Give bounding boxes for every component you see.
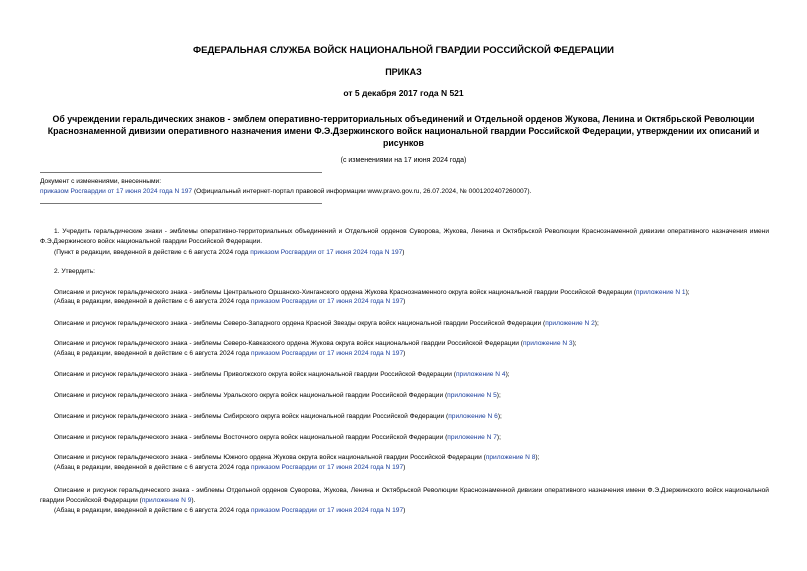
doc-title: Об учреждении геральдических знаков - эмблем оперативно-территориальных объединений и Отдельной орденов Жукова, Ленина и Октябрьской Революции Краснознаменной дивизии оперативного назначения имени Ф.Э.Дзержинского войск национальной гвардии Российской Федерации, утверждении их описаний и рисунков	[47, 114, 760, 148]
changes-link[interactable]: приказом Росгвардии от 17 июня 2024 года N 197	[40, 188, 193, 195]
item-1	[40, 227, 769, 247]
entry-8-amendment: (Абзац в редакции, введенной в действие с 6 августа 2024 года приказом Росгвардии от 17 июня 2024 года N 197)	[54, 464, 406, 471]
appendix-link-8[interactable]: приложение N 8	[485, 454, 536, 461]
amend-link[interactable]: приказом Росгвардии от 17 июня 2024 года N 197	[250, 249, 403, 256]
entry-3: Описание и рисунок геральдического знака - эмблемы Северо-Кавказского ордена Жукова округа войск национальной гвардии Российской Федерации (приложение N 3);	[54, 340, 577, 347]
item-1-text: 1. Учредить геральдические знаки - эмблемы оперативно-территориальных объединений и Отдельной орденов Суворова, Жукова, Ленина и Октябрьской Революции Краснознаменной дивизии оперативного назначения имени Ф.Э.Дзержинского войск национальной гвардии Российской Федерации.	[40, 228, 769, 245]
item-2: 2. Утвердить:	[54, 268, 95, 275]
appendix-link-5[interactable]: приложение N 5	[447, 392, 497, 399]
appendix-link-9[interactable]: приложение N 9	[141, 497, 192, 504]
entry-7: Описание и рисунок геральдического знака - эмблемы Восточного округа войск национальной гвардии Российской Федерации (приложение N 7);	[54, 434, 501, 441]
entry-9-amendment: (Абзац в редакции, введенной в действие с 6 августа 2024 года приказом Росгвардии от 17 июня 2024 года N 197)	[54, 507, 406, 514]
entry-6: Описание и рисунок геральдического знака - эмблемы Сибирского округа войск национальной гвардии Российской Федерации (приложение N 6);	[54, 413, 502, 420]
changes-source: (Официальный интернет-портал правовой информации www.pravo.gov.ru, 26.07.2024, № 0001202407260007).	[192, 188, 532, 195]
entry-5: Описание и рисунок геральдического знака - эмблемы Уральского округа войск национальной гвардии Российской Федерации (приложение N 5);	[54, 392, 501, 399]
agency-heading: ФЕДЕРАЛЬНАЯ СЛУЖБА ВОЙСК НАЦИОНАЛЬНОЙ ГВАРДИИ РОССИЙСКОЙ ФЕДЕРАЦИИ	[193, 45, 614, 56]
divider-top	[40, 172, 322, 173]
appendix-link-4[interactable]: приложение N 4	[455, 371, 506, 378]
appendix-link-2[interactable]: приложение N 2	[545, 320, 595, 327]
doc-type-heading: ПРИКАЗ	[385, 67, 422, 77]
amend-link[interactable]: приказом Росгвардии от 17 июня 2024 года N 197	[251, 350, 404, 357]
doc-date-number: от 5 декабря 2017 года N 521	[343, 88, 464, 98]
entry-1-amendment: (Абзац в редакции, введенной в действие с 6 августа 2024 года приказом Росгвардии от 17 июня 2024 года N 197)	[54, 298, 406, 305]
appendix-link-3[interactable]: приложение N 3	[522, 340, 573, 347]
entry-9: Описание и рисунок геральдического знака - эмблемы Отдельной орденов Суворова, Жукова, Ленина и Октябрьской Революции Краснознаменной дивизии оперативного назначения имени Ф.Э.Дзержинского войск национальной гвардии Российской Федерации (приложение N 9).	[40, 487, 769, 504]
amend-link[interactable]: приказом Росгвардии от 17 июня 2024 года N 197	[251, 464, 404, 471]
changes-label: Документ с изменениями, внесенными:	[40, 178, 162, 185]
entry-2: Описание и рисунок геральдического знака - эмблемы Северо-Западного ордена Красной Звезды округа войск национальной гвардии Российской Федерации (приложение N 2);	[54, 320, 599, 327]
revision-note: (с изменениями на 17 июня 2024 года)	[340, 157, 467, 164]
changes-line	[40, 187, 769, 197]
amend-link[interactable]: приказом Росгвардии от 17 июня 2024 года N 197	[251, 298, 404, 305]
appendix-link-1[interactable]: приложение N 1	[636, 289, 686, 296]
entry-8: Описание и рисунок геральдического знака - эмблемы Южного ордена Жукова округа войск национальной гвардии Российской Федерации (приложение N 8);	[54, 454, 540, 461]
entry-1: Описание и рисунок геральдического знака - эмблемы Центрального Оршанско-Хинганского ордена Жукова Краснознаменного округа войск национальной гвардии Российской Федерации (приложение N 1);	[54, 289, 690, 296]
item-1-amendment: (Пункт в редакции, введенной в действие с 6 августа 2024 года приказом Росгвардии от 17 июня 2024 года N 197)	[54, 249, 405, 256]
appendix-link-7[interactable]: приложение N 7	[447, 434, 497, 441]
entry-3-amendment: (Абзац в редакции, введенной в действие с 6 августа 2024 года приказом Росгвардии от 17 июня 2024 года N 197)	[54, 350, 406, 357]
amend-link[interactable]: приказом Росгвардии от 17 июня 2024 года N 197	[251, 507, 404, 514]
appendix-link-6[interactable]: приложение N 6	[448, 413, 498, 420]
divider-bottom	[40, 203, 322, 204]
entry-4: Описание и рисунок геральдического знака - эмблемы Приволжского округа войск национальной гвардии Российской Федерации (приложение N 4);	[54, 371, 510, 378]
